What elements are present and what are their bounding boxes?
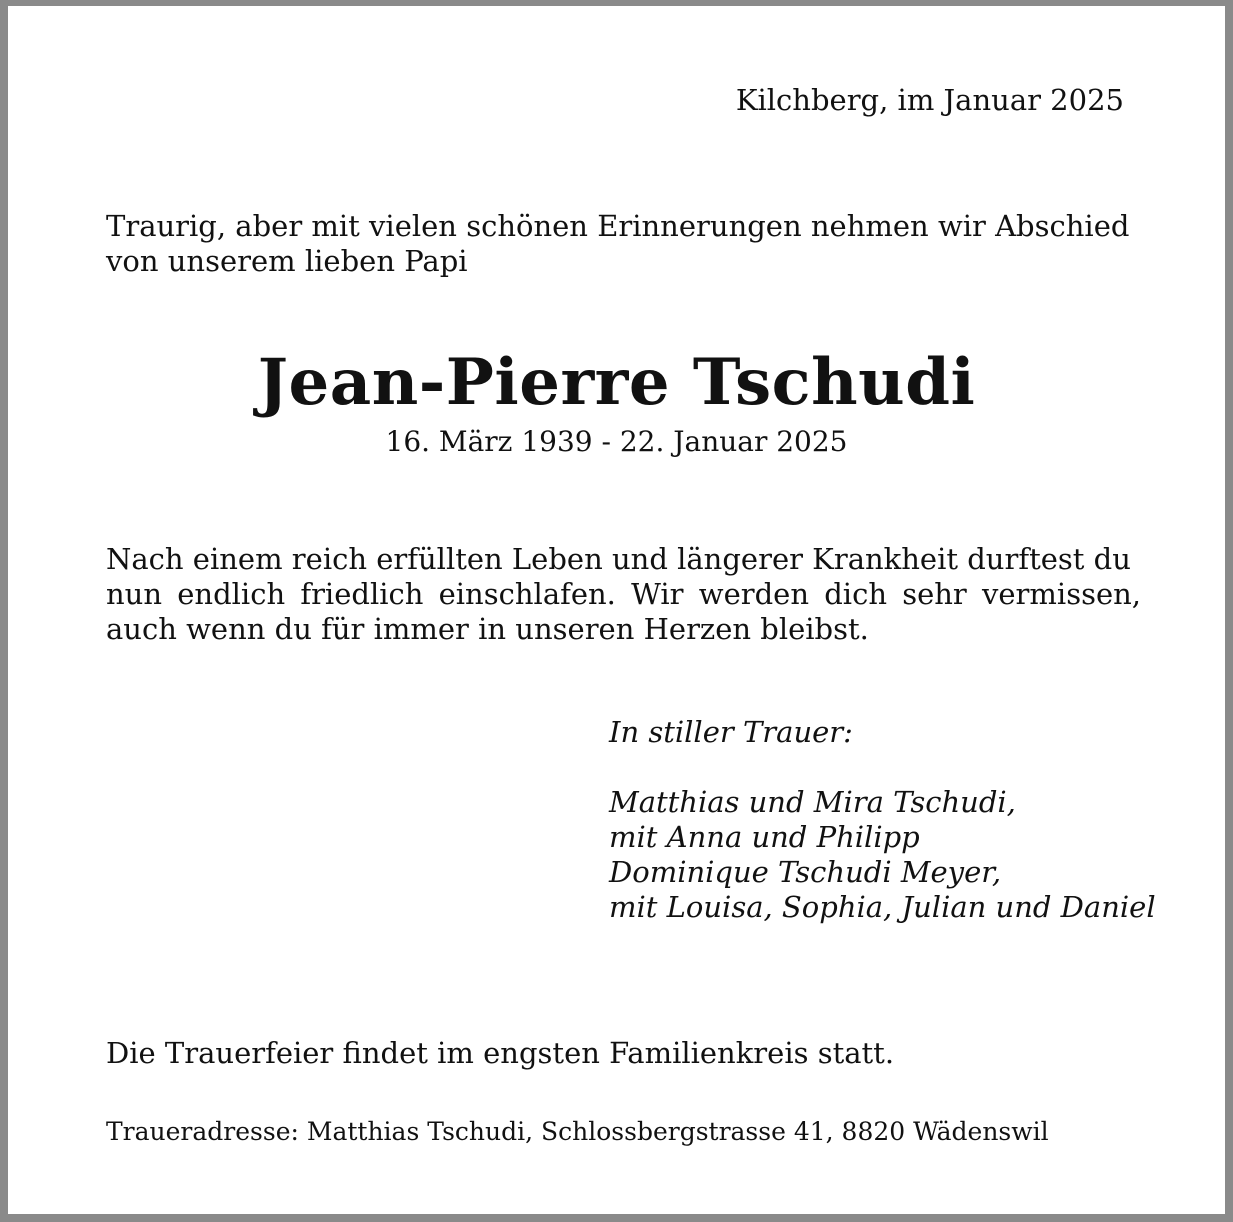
mourner-line: Dominique Tschudi Meyer, [609,855,1002,889]
mourner-line: mit Anna und Philipp [609,820,920,854]
intro-line: Traurig, aber mit vielen schönen Erinnerungen nehmen wir Abschied [106,209,1130,243]
mourner-line: mit Louisa, Sophia, Julian und Daniel [609,890,1156,924]
intro-text [106,209,1156,279]
mourning-address: Traueradresse: Matthias Tschudi, Schlossbergstrasse 41, 8820 Wädenswil [106,1117,1049,1146]
body-text [106,542,1142,647]
deceased-name: Jean-Pierre Tschudi [257,345,976,420]
mourner-line: Matthias und Mira Tschudi, [609,785,1016,819]
place-date: Kilchberg, im Januar 2025 [735,83,1124,117]
body-line: auch wenn du für immer in unseren Herzen bleibst. [106,612,869,646]
ceremony-note: Die Trauerfeier findet im engsten Familienkreis statt. [106,1036,895,1070]
intro-line: von unserem lieben Papi [106,244,468,278]
mourners-block [609,715,1156,925]
body-line: nun endlich friedlich einschlafen. Wir werden dich sehr vermissen, [106,577,1142,611]
life-dates: 16. März 1939 - 22. Januar 2025 [385,425,848,458]
body-line: Nach einem reich erfüllten Leben und längerer Krankheit durftest du [106,542,1131,576]
mourning-heading: In stiller Trauer: [609,715,853,749]
